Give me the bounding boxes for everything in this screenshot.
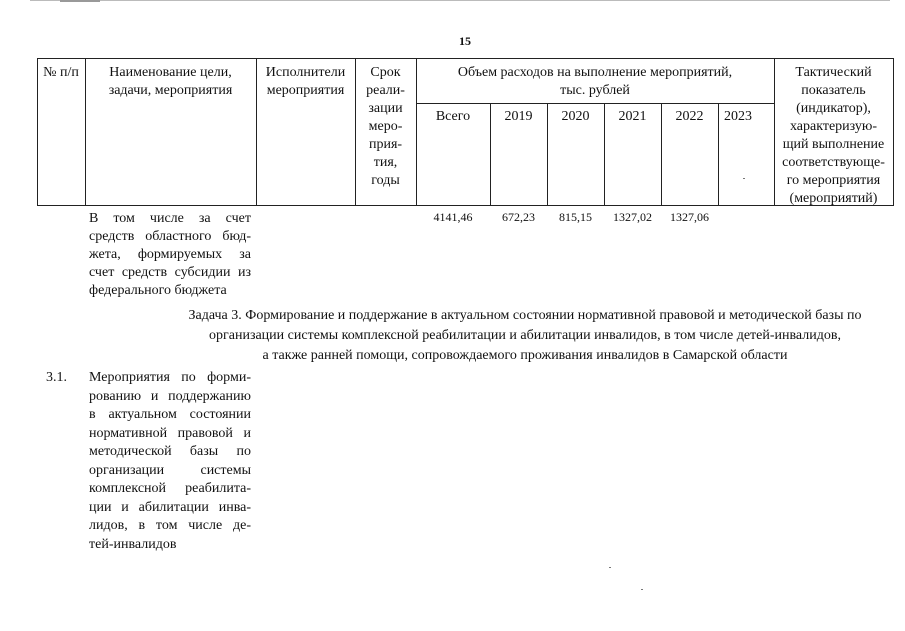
text-line: рованию и поддержанию <box>89 388 251 404</box>
text-line: лидов, в том числе де- <box>89 518 251 533</box>
task-line: а также ранней помощи, сопровождаемого проживания инвалидов в Самарской области <box>262 348 788 363</box>
header-line: годы <box>371 173 400 188</box>
header-line: реали- <box>366 83 405 98</box>
header-line: мероприятия <box>266 83 345 98</box>
funding-value-2020: 815,15 <box>559 210 592 224</box>
text-line: ции и абилитации инва- <box>89 499 251 515</box>
table-bottom-border <box>37 205 893 206</box>
header-line: Наименование цели, <box>109 65 232 80</box>
funding-row-label <box>89 210 251 300</box>
header-line: Тактический <box>795 65 872 80</box>
text-line: В том числе за счет <box>89 211 251 226</box>
header-year-2023: 2023 <box>724 109 752 124</box>
scan-speck <box>743 178 745 179</box>
header-year-2019: 2019 <box>504 109 533 124</box>
header-line: (индикатор), <box>796 101 871 116</box>
header-line: тыс. рублей <box>560 83 630 98</box>
header-line: го мероприятия <box>786 173 881 188</box>
header-col-indicator <box>774 64 893 208</box>
header-col-name <box>85 64 256 100</box>
top-edge-line <box>30 0 890 1</box>
header-year-2020: 2020 <box>561 109 590 124</box>
header-col-executors <box>256 64 355 100</box>
text-line: нормативной правовой и <box>89 425 251 441</box>
text-line: методической базы по <box>89 444 251 459</box>
header-line: Исполнители <box>265 65 346 80</box>
funding-total-value: 4141,46 <box>433 210 473 224</box>
scan-speck <box>609 567 611 568</box>
text-line: жета, формируемых за <box>89 247 251 262</box>
item-description <box>89 369 251 554</box>
header-line: зации <box>368 101 403 116</box>
header-line: щий выполнение <box>782 137 885 152</box>
text-line: тей-инвалидов <box>89 536 177 552</box>
text-line: средств областного бюд- <box>89 229 251 244</box>
header-line: прия- <box>368 137 403 152</box>
header-year-2022: 2022 <box>675 109 704 124</box>
header-col-total: Всего <box>435 109 471 124</box>
funding-value-2019: 672,23 <box>502 210 535 224</box>
header-col-term <box>355 64 416 190</box>
top-edge-mark <box>60 0 100 2</box>
header-line: Объем расходов на выполнение мероприятий, <box>457 65 733 80</box>
header-col-number: № п/п <box>43 65 79 80</box>
header-line: Срок <box>370 65 401 80</box>
text-line: организации системы <box>89 462 251 478</box>
header-line: показатель <box>801 83 866 98</box>
header-col-volume <box>416 64 774 100</box>
text-line: комплексной реабилита- <box>89 481 251 496</box>
item-number: 3.1. <box>46 370 67 385</box>
page-number: 15 <box>459 34 471 48</box>
header-line: тия, <box>373 155 398 170</box>
header-year-2021: 2021 <box>618 109 647 124</box>
header-line: характеризую- <box>789 119 878 134</box>
task-line: организации системы комплексной реабилитации и абилитации инвалидов, в том числе детей-инвалидов, <box>209 328 841 343</box>
header-line: соответствующе- <box>782 155 885 170</box>
scan-speck <box>641 589 643 590</box>
text-line: Мероприятия по форми- <box>89 370 251 385</box>
text-line: федерального бюджета <box>89 283 227 298</box>
funding-value-2021: 1327,02 <box>613 210 652 224</box>
task-line: Задача 3. Формирование и поддержание в актуальном состоянии нормативной правовой и методической базы по <box>188 308 862 323</box>
col-border <box>893 58 894 206</box>
text-line: счет средств субсидии из <box>89 265 251 280</box>
task-3-heading <box>150 306 900 366</box>
table-top-border <box>37 58 893 59</box>
funding-value-2022: 1327,06 <box>670 210 709 224</box>
text-line: в актуальном состоянии <box>89 407 251 422</box>
header-line: задачи, мероприятия <box>108 83 233 98</box>
header-line: меро- <box>368 119 403 134</box>
header-line: (мероприятий) <box>789 191 878 206</box>
volume-subheader-border <box>416 103 774 104</box>
